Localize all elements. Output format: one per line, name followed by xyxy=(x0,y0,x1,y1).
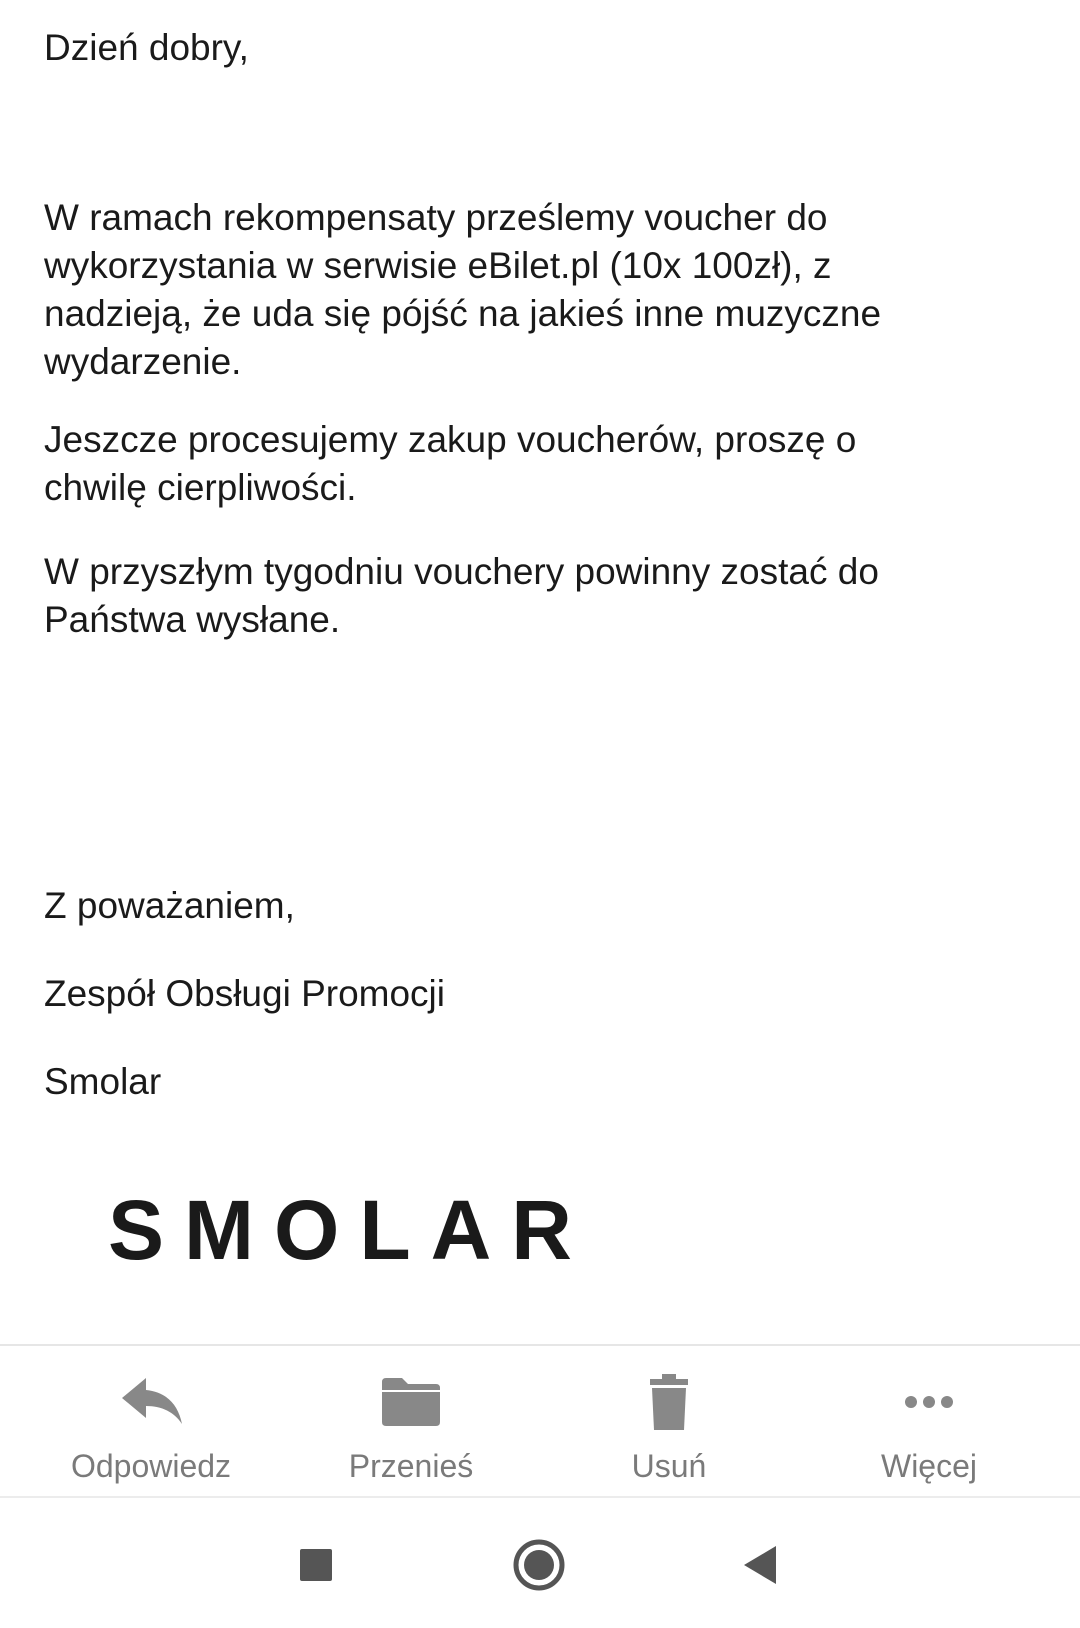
move-button[interactable] xyxy=(276,1346,546,1498)
email-body xyxy=(44,0,1044,1344)
home-circle-icon xyxy=(504,1530,574,1600)
smolar-logo: SMOLAR xyxy=(108,1183,592,1277)
email-line: wydarzenie. xyxy=(44,341,242,382)
trash-icon xyxy=(636,1374,702,1430)
back-triangle-icon xyxy=(726,1530,796,1600)
recents-square-icon xyxy=(281,1530,351,1600)
folder-icon xyxy=(378,1374,444,1430)
email-line: chwilę cierpliwości. xyxy=(44,467,357,508)
email-line: W przyszłym tygodniu vouchery powinny zostać do xyxy=(44,551,879,592)
email-team-signature: Zespół Obsługi Promocji xyxy=(44,973,445,1014)
reply-button[interactable] xyxy=(16,1346,286,1498)
reply-icon xyxy=(118,1374,184,1430)
delete-button-label: Usuń xyxy=(631,1448,707,1484)
email-line: nadzieją, że uda się pójść na jakieś inne muzyczne xyxy=(44,293,882,334)
move-button-label: Przenieś xyxy=(348,1448,474,1484)
recents-button[interactable] xyxy=(281,1530,351,1600)
home-button[interactable] xyxy=(504,1530,574,1600)
email-company-signature: Smolar xyxy=(44,1061,162,1102)
email-line: wykorzystania w serwisie eBilet.pl (10x 100zł), z xyxy=(44,245,832,286)
email-line: Jeszcze procesujemy zakup voucherów, proszę o xyxy=(44,419,857,460)
reply-button-label: Odpowiedz xyxy=(70,1448,232,1484)
email-paragraph-voucher xyxy=(44,194,881,386)
email-paragraph-processing xyxy=(44,416,856,512)
email-greeting: Dzień dobry, xyxy=(44,27,249,68)
email-action-bar xyxy=(0,1344,1080,1498)
more-button[interactable] xyxy=(794,1346,1064,1498)
email-closing: Z poważaniem, xyxy=(44,885,295,926)
system-navigation-bar xyxy=(0,1500,1080,1628)
delete-button[interactable] xyxy=(534,1346,804,1498)
more-icon xyxy=(896,1374,962,1430)
email-paragraph-shipping xyxy=(44,548,879,644)
email-line: W ramach rekompensaty prześlemy voucher do xyxy=(44,197,828,238)
back-button[interactable] xyxy=(726,1530,796,1600)
more-button-label: Więcej xyxy=(880,1448,977,1484)
email-line: Państwa wysłane. xyxy=(44,599,341,640)
